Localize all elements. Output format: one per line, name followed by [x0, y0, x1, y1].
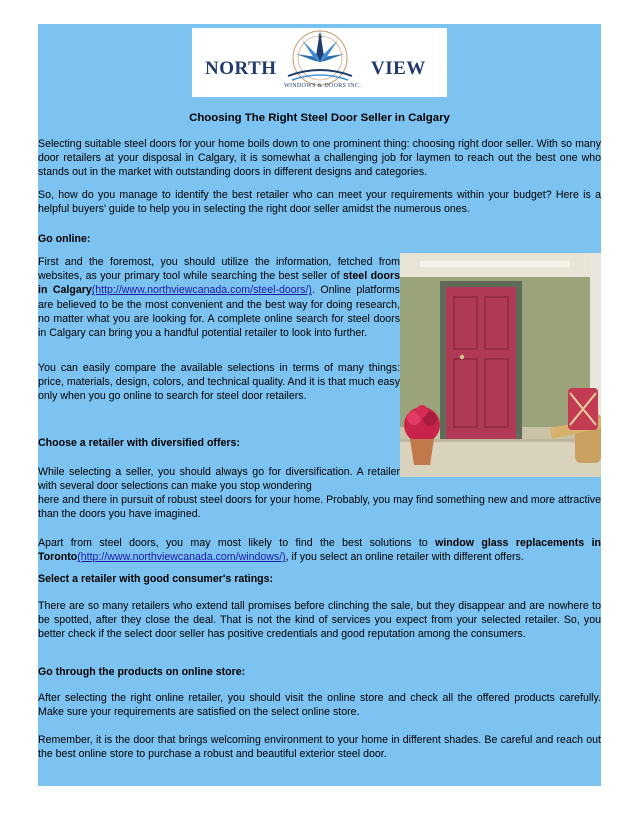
diversified-paragraph-1-rest: here and there in pursuit of robust steel doors for your home. Probably, you may find something new and more attractive than the doors you have imagined. [38, 494, 601, 521]
heading-online-store: Go through the products on online store: [38, 666, 246, 678]
steel-doors-link[interactable]: (http://www.northviewcanada.com/steel-doors/) [91, 284, 312, 297]
keyword-steel-doors-calgary: steel doors in Calgary [38, 270, 400, 297]
logo-view-text: VIEW [371, 58, 426, 79]
online-p1-text: First and the foremost, you should utilize the information, fetched from websites, as your primary tool while searching the best seller of [38, 256, 400, 283]
page-title: Choosing The Right Steel Door Seller in Calgary [189, 112, 450, 124]
heading-consumer-ratings: Select a retailer with good consumer's ratings: [38, 573, 274, 585]
diversified-paragraph-2 [38, 536, 601, 564]
heading-diversified-offers: Choose a retailer with diversified offers: [38, 437, 240, 449]
diversified-p2-text-after: , if you select an online retailer with different offers. [285, 551, 524, 564]
products-paragraph-1: After selecting the right online retailer, you should visit the online store and check all the offered products carefully. Make sure your requirements are satisfied on the select online store. [38, 692, 601, 719]
logo-tagline: WINDOWS & DOORS INC. [284, 83, 361, 89]
ratings-paragraph: There are so many retailers who extend tall promises before clinching the sale, but they disappear and are nowhere to be spotted, after they close the deal. That is not the kind of services you expect from your selected retailer. So, you better check if the select door seller has positive credentials and good reputation among the consumers. [38, 600, 601, 641]
svg-text:N: N [318, 34, 323, 40]
windows-link[interactable]: (http://www.northviewcanada.com/windows/) [77, 551, 286, 564]
online-p1-text-after: . Online platforms are believed to be the most convenient and the best way for doing research, no matter what you are looking for. A complete online search for steel doors in Calgary can bring you a handful potential retailer to look into further. [38, 284, 400, 340]
heading-go-online: Go online: [38, 233, 91, 245]
diversified-p2-text: Apart from steel doors, you may most likely to find the best solutions to [38, 537, 436, 549]
products-paragraph-2: Remember, it is the door that brings welcoming environment to your home in different shades. Be careful and reach out the best online store to purchase a robust and beautiful exterior steel door. [38, 734, 601, 761]
intro-paragraph-1: Selecting suitable steel doors for your home boils down to one prominent thing: choosing right door seller. With so many door retailers at your disposal in Calgary, it is somewhat a challenging job for laymen to reach out the best one who stands out in the market with outstanding doors in different designs and categories. [38, 138, 601, 179]
diversified-paragraph-1-start: While selecting a seller, you should always go for diversification. A retailer with several door selections can make you stop wondering [38, 466, 400, 493]
logo-north-text: NORTH [205, 58, 277, 79]
online-paragraph-2: You can easily compare the available selections in terms of many things: price, materials, design, colors, and technical quality. And it is that much easy only when you go online to search for steel door retailers. [38, 362, 400, 403]
red-door-photo [400, 253, 601, 477]
document-page [38, 24, 601, 786]
online-paragraph-1 [38, 255, 400, 340]
keyword-window-glass: window glass replacements in Toronto [38, 537, 601, 564]
intro-paragraph-2: So, how do you manage to identify the best retailer who can meet your requirements within your budget? Here is a helpful buyers' guide to help you in selecting the right door seller amidst the numerous ones. [38, 189, 601, 216]
